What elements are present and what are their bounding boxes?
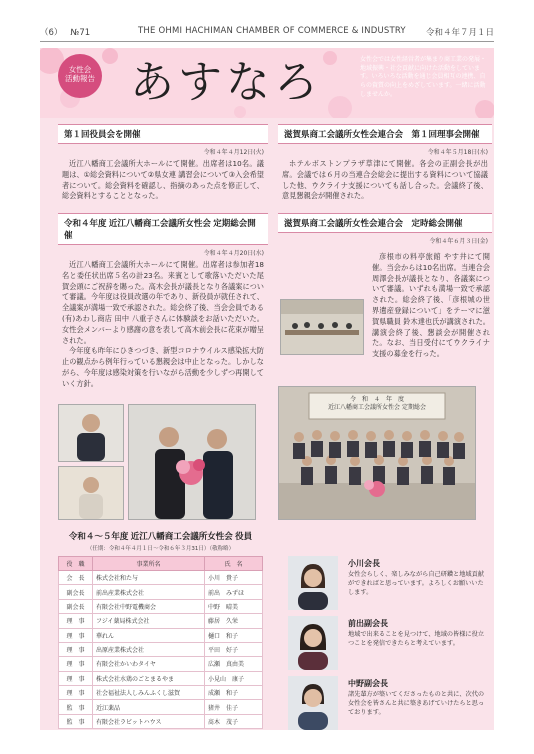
table-row [59, 628, 263, 642]
profile-president [288, 556, 494, 614]
officer-name: 広瀬 真由美 [205, 657, 263, 671]
section-title: 第１回役員会を開催 [58, 124, 268, 144]
activity-report-badge: 女性会 活動報告 [58, 54, 102, 98]
section-title: 令和４年度 近江八幡商工会議所女性会 定期総会開催 [58, 213, 268, 245]
profile-name: 中野副会長 [348, 679, 388, 688]
section-body: ホテルボストンプラザ草津にて開催。各会の正副会長が出席。会議では６月の当連合会総会に提出する資料について協議した他、ウクライナ支援についても話し合った。会議終了後、意見懇親会が開催された。 [282, 159, 488, 201]
officer-name: 髙木 茂子 [205, 714, 263, 728]
avatar [288, 556, 338, 610]
officer-company: 有限会社中野電機商会 [93, 599, 205, 613]
profile-name: 前出副会長 [348, 619, 388, 628]
hero-intro-note: 女性会では女性経営者が集まり商工業の発展・地域振興・社会貢献に向けた活動をしています。いろいろな活動を通じ会員相互の連携、自らの資質の向上をめざしています。一緒に活動しませんか。 [360, 56, 487, 98]
officers-title: 令和４〜５年度 近江八幡商工会議所女性会 役員 [68, 531, 253, 541]
profile-message: 女性会らしく、楽しみながら自己研鑽と地域貢献ができればと思っています。よろしくお願いいたします。 [348, 571, 484, 596]
hero-banner [40, 48, 494, 118]
officer-name: 成瀬 和子 [205, 686, 263, 700]
officer-position: 理 事 [59, 657, 93, 671]
section-date: 令和４年４月12日(火) [203, 149, 264, 156]
section-date: 令和４年６月３日(金) [429, 238, 488, 245]
officer-position: 理 事 [59, 686, 93, 700]
banner-line1: 令 和 ４ 年 度 [349, 396, 404, 403]
officer-position: 監 事 [59, 714, 93, 728]
table-row [59, 700, 263, 714]
officer-company: フジイ薬局株式会社 [93, 614, 205, 628]
section-board-meeting [58, 124, 268, 202]
officer-name: 中野 晴美 [205, 599, 263, 613]
table-row [59, 671, 263, 685]
officer-company: 株式会社和た与 [93, 571, 205, 585]
officer-position: 監 事 [59, 700, 93, 714]
officer-name: 小見山 康子 [205, 671, 263, 685]
column-header: 役 職 [59, 557, 93, 571]
chamber-name: THE OHMI HACHIMAN CHAMBER OF COMMERCE & INDUSTRY [138, 26, 406, 36]
section-federation-assembly [278, 213, 492, 248]
section-title: 滋賀県商工会議所女性会連合会 定時総会開催 [278, 213, 492, 233]
officer-company: 株式会社水鶏のごとまるやま [93, 671, 205, 685]
officer-company: 華れん [93, 628, 205, 642]
officer-company: 有限会社かいわタイヤ [93, 657, 205, 671]
officer-position: 会 長 [59, 571, 93, 585]
officer-position: 副会長 [59, 585, 93, 599]
officer-position: 副会長 [59, 599, 93, 613]
photo-bouquet-presentation [128, 404, 256, 520]
section-body: 彦根市の料亭旅館 やす井にて開催。当会からは10名出席。当連合会 周澤会長が議長となり、各議案について審議。いずれも満場一致で承認された。総会終了後、「彦根城の世界遺産登録について」をテーマに滋賀県職員 鈴木達也氏が講演された。講演会終了後、懇談会が開催された。なお、当日受付にてウクライナ支援の募金を行った。 [372, 252, 490, 359]
section-date: 令和４年５月18日(水) [427, 149, 488, 156]
officers-table-section [58, 530, 263, 729]
profile-message: 地域で出来ることを見つけて、地域の皆様に役立つことを発信できたらと考えています。 [348, 631, 484, 647]
officer-position: 理 事 [59, 642, 93, 656]
group-photo-banner [309, 393, 445, 419]
profile-vice-president-nakano [288, 676, 494, 734]
officers-table [58, 556, 263, 729]
section-general-meeting [58, 213, 268, 390]
banner-line2: 近江八幡商工会議所女性会 定期総会 [328, 404, 426, 412]
table-row [59, 571, 263, 585]
officer-company: 近江薬品 [93, 700, 205, 714]
table-row [59, 614, 263, 628]
table-row [59, 642, 263, 656]
officer-name: 藤居 久栄 [205, 614, 263, 628]
officers-subtitle: （任期：令和４年４月１日〜令和６年３月31日）（敬称略） [86, 546, 235, 552]
page-header [40, 20, 494, 42]
officer-company: 有限会社ラビットハウス [93, 714, 205, 728]
officer-name: 樋口 和子 [205, 628, 263, 642]
newsletter-title: あすなろ [130, 57, 322, 108]
column-header: 事業所名 [93, 557, 205, 571]
photo-federation-meeting [280, 299, 364, 355]
section-date: 令和４年４月20日(水) [203, 250, 264, 257]
section-body: 近江八幡商工会議所大ホールにて開催。出席者は参加者18名と委任状出席５名の計23名。来賓として歌落いただいた尾賀会頭にご祝辞を賜った。高木会長が議長となり各議案について審議。今年度は役員改選の年であり、新役員が就任されて、全議案が満場一致で承認された。総会終了後、当会会員である(有)あわし商店 田中 八重子さんに体験談をお話いただいた。女性会メンバーより感謝の意を表して高木前会長に花束が贈呈された。 今年度も昨年にひきつづき、新型コロナウイルス感染拡大防止の観点から例年行っている懇親会は中止となった。しかしながら、今年度は感染対策を行いながら活動を少しずつ再開していく方針。 [62, 260, 264, 388]
avatar [288, 616, 338, 670]
avatar [288, 676, 338, 730]
table-row [59, 714, 263, 728]
profile-message: 諸先輩方が築いてくださったものと共に、次代の女性会を皆さんと共に築きあげていけたらと思っております。 [348, 691, 485, 716]
page-issue: （6） №71 [40, 28, 91, 38]
officer-company: 前出産業株式会社 [93, 585, 205, 599]
table-row [59, 585, 263, 599]
officer-name: 平田 好子 [205, 642, 263, 656]
officer-name: 猪井 佳子 [205, 700, 263, 714]
photo-speaker-man [58, 404, 124, 462]
officer-position: 理 事 [59, 614, 93, 628]
officer-position: 理 事 [59, 628, 93, 642]
profile-name: 小川会長 [348, 559, 380, 568]
officer-name: 小川 貴子 [205, 571, 263, 585]
profile-vice-president-maede [288, 616, 494, 674]
table-row [59, 599, 263, 613]
officer-company: 社会福祉法人しみんふくし滋賀 [93, 686, 205, 700]
officer-name: 前出 みずほ [205, 585, 263, 599]
officer-position: 理 事 [59, 671, 93, 685]
table-row [59, 657, 263, 671]
column-header: 氏 名 [205, 557, 263, 571]
section-title: 滋賀県商工会議所女性会連合会 第１回理事会開催 [278, 124, 492, 144]
section-federation-board [278, 124, 492, 202]
issue-date: 令和４年７月１日 [425, 28, 494, 38]
section-body: 近江八幡商工会議所大ホールにて開催。出席者は10名。議題は、①総会資料について②県女連 講習会について③入会希望者について。総会資料を確認し、指摘のあった点を修正して、総会資料とすることとなった。 [62, 159, 264, 201]
officer-company: 出原産業株式会社 [93, 642, 205, 656]
photo-speaker-woman [58, 466, 124, 520]
table-row [59, 686, 263, 700]
photo-group-assembly [278, 386, 476, 520]
